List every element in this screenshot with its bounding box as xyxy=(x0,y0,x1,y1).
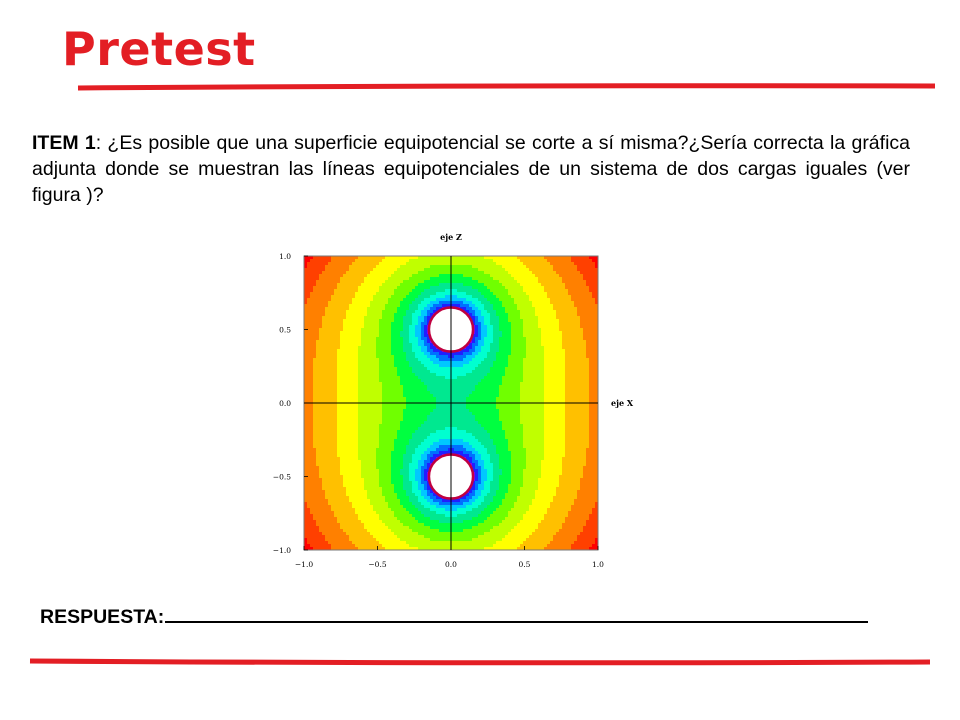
footer-red-rule xyxy=(30,661,930,663)
equipotential-plot xyxy=(262,228,662,580)
page-title: Pretest xyxy=(62,22,256,76)
question-text xyxy=(32,130,910,208)
question-body: : ¿Es posible que una superficie equipotencial se corte a sí misma?¿Sería correcta la gráfica adjunta donde se muestran las líneas equipotenciales de un sistema de dos cargas iguales (ver figura )? xyxy=(32,132,911,206)
item-label: ITEM 1 xyxy=(32,132,96,154)
header-red-rule xyxy=(78,86,935,88)
